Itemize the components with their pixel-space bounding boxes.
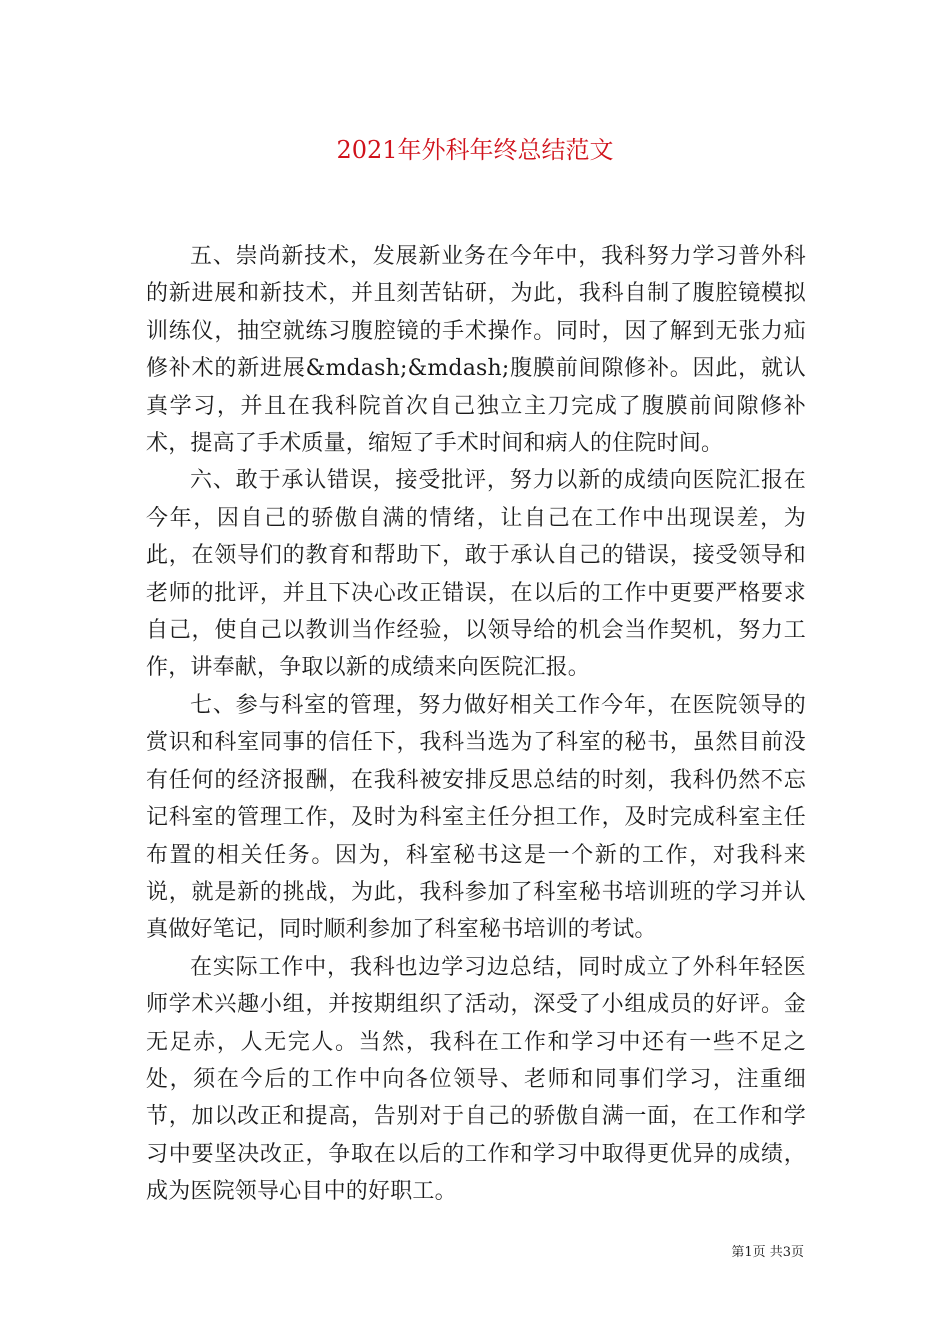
paragraph-department-management: 七、参与科室的管理，努力做好相关工作今年，在医院领导的赏识和科室同事的信任下，我科当选为了科室的秘书，虽然目前没有任何的经济报酬，在我科被安排反思总结的时刻，我科仍然不忘记科室的管理工作，及时为科室主任分担工作，及时完成科室主任布置的相关任务。因为，科室秘书这是一个新的工作，对我科来说，就是新的挑战，为此，我科参加了科室秘书培训班的学习并认真做好笔记，同时顺利参加了科室秘书培训的考试。	[146, 692, 806, 943]
page-number: 第1页 共3页	[731, 1245, 804, 1260]
document-title: 2021年外科年终总结范文	[336, 136, 614, 164]
paragraph-new-technology: 五、崇尚新技术，发展新业务在今年中，我科努力学习普外科的新进展和新技术，并且刻苦钻研，为此，我科自制了腹腔镜模拟训练仪，抽空就练习腹腔镜的手术操作。同时，因了解到无张力疝修补术的新进展&mdash;&mdash;腹膜前间隙修补。因此，就认真学习，并且在我科院首次自己独立主刀完成了腹膜前间隙修补术，提高了手术质量，缩短了手术时间和病人的住院时间。	[146, 244, 806, 457]
paragraph-admit-mistakes: 六、敢于承认错误，接受批评，努力以新的成绩向医院汇报在今年，因自己的骄傲自满的情绪，让自己在工作中出现误差，为此，在领导们的教育和帮助下，敢于承认自己的错误，接受领导和老师的批评，并且下决心改正错误，在以后的工作中更要严格要求自己，使自己以教训当作经验，以领导给的机会当作契机，努力工作，讲奉献，争取以新的成绩来向医院汇报。	[146, 468, 806, 681]
document-body	[146, 238, 806, 1211]
paragraph-practical-work: 在实际工作中，我科也边学习边总结，同时成立了外科年轻医师学术兴趣小组，并按期组织了活动，深受了小组成员的好评。金无足赤，人无完人。当然，我科在工作和学习中还有一些不足之处，须在今后的工作中向各位领导、老师和同事们学习，注重细节，加以改正和提高，告别对于自己的骄傲自满一面，在工作和学习中要坚决改正，争取在以后的工作和学习中取得更优异的成绩，成为医院领导心目中的好职工。	[146, 954, 806, 1205]
